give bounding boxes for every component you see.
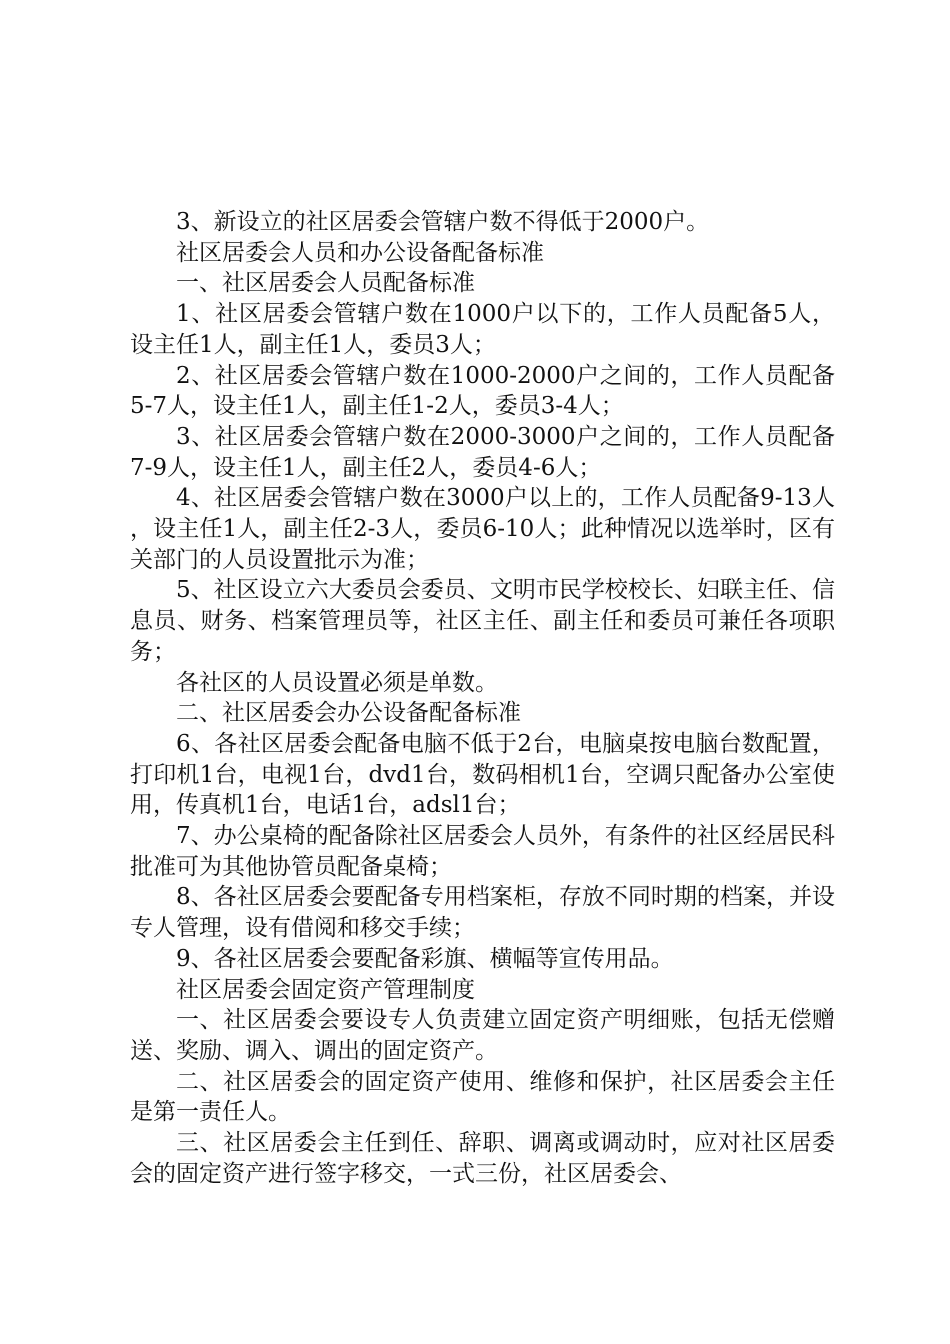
paragraph-item-7: 7、办公桌椅的配备除社区居委会人员外，有条件的社区经居民科批准可为其他协管员配备桌椅； [130,823,835,880]
paragraph-item-4: 4、社区居委会管辖户数在3000户以上的，工作人员配备9-13人，设主任1人，副主任2-3人，委员6-10人；此种情况以选举时，区有关部门的人员设置批示为准； [130,485,835,573]
paragraph-item-3: 3、社区居委会管辖户数在2000-3000户之间的，工作人员配备7-9人，设主任1人，副主任2人，委员4-6人； [130,423,835,481]
paragraph-item-5: 5、社区设立六大委员会委员、文明市民学校校长、妇联主任、信息员、财务、档案管理员等，社区主任、副主任和委员可兼任各项职务； [130,577,835,665]
paragraph-item-2: 2、社区居委会管辖户数在1000-2000户之间的，工作人员配备5-7人，设主任1人，副主任1-2人，委员3-4人； [130,362,835,420]
section-title-staffing-and-equipment: 社区居委会人员和办公设备配备标准 [176,239,544,266]
paragraph-odd-number-rule: 各社区的人员设置必须是单数。 [176,669,498,696]
paragraph-item-9: 9、各社区居委会要配备彩旗、横幅等宣传用品。 [176,945,674,972]
paragraph-item-6: 6、各社区居委会配备电脑不低于2台，电脑桌按电脑台数配置，打印机1台，电视1台，dvd1台，数码相机1台，空调只配备办公室使用，传真机1台，电话1台，adsl1台； [130,730,835,819]
heading-equipment-standard: 二、社区居委会办公设备配备标准 [176,700,521,727]
paragraph-assets-1: 一、社区居委会要设专人负责建立固定资产明细账，包括无偿赠送、奖励、调入、调出的固定资产。 [130,1007,835,1064]
document-body [130,207,835,1190]
paragraph-new-community-households: 3、新设立的社区居委会管辖户数不得低于2000户。 [176,209,710,235]
section-title-fixed-assets: 社区居委会固定资产管理制度 [176,976,475,1003]
paragraph-assets-3: 三、社区居委会主任到任、辞职、调离或调动时，应对社区居委会的固定资产进行签字移交，一式三份，社区居委会、 [130,1130,835,1187]
heading-staffing-standard: 一、社区居委会人员配备标准 [176,270,475,297]
paragraph-assets-2: 二、社区居委会的固定资产使用、维修和保护，社区居委会主任是第一责任人。 [130,1068,835,1126]
paragraph-item-1: 1、社区居委会管辖户数在1000户以下的，工作人员配备5人，设主任1人，副主任1人，委员3人； [130,301,835,358]
paragraph-item-8: 8、各社区居委会要配备专用档案柜，存放不同时期的档案，并设专人管理，设有借阅和移交手续； [130,884,835,942]
